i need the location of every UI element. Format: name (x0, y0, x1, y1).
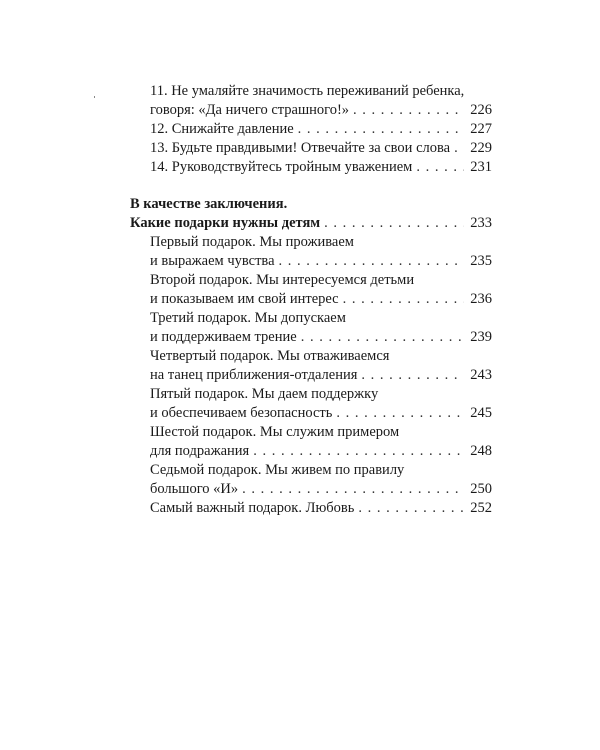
dot-leader (454, 139, 464, 158)
toc-gift-3 (130, 309, 492, 347)
toc-entry-title-last: и выражаем чувства (150, 253, 275, 269)
page-number: 245 (470, 405, 492, 421)
toc-gift-love (130, 499, 492, 518)
toc-entry-title-last: и обеспечиваем безопасность (150, 405, 333, 421)
page-number: 248 (470, 443, 492, 459)
page-number: 226 (470, 102, 492, 118)
toc-entry-title-last: Самый важный подарок. Любовь (150, 500, 355, 516)
toc-entry-title-line: Третий подарок. Мы допускаем (150, 310, 346, 326)
toc-entry-title-last: 12. Снижайте давление (150, 121, 294, 137)
toc-entry-title-line: Четвертый подарок. Мы отваживаемся (150, 348, 390, 364)
dot-leader (353, 101, 464, 120)
dot-leader (301, 328, 464, 347)
toc-entry-title-line: 11. Не умаляйте значимость переживаний ребенка, (150, 83, 465, 99)
dot-leader (336, 404, 464, 423)
dot-leader (343, 290, 464, 309)
page-number: 233 (470, 215, 492, 231)
toc-gift-6 (130, 423, 492, 461)
dot-leader (324, 214, 464, 233)
page-number: 236 (470, 291, 492, 307)
page-number: 235 (470, 253, 492, 269)
page-number: 252 (470, 500, 492, 516)
dot-leader (416, 158, 464, 177)
toc-entry-title-last: 13. Будьте правдивыми! Отвечайте за свои слова (150, 140, 451, 156)
page-number: 227 (470, 121, 492, 137)
toc-entry-title-last: говоря: «Да ничего страшного!» (150, 102, 350, 118)
gifts-heading (130, 214, 492, 233)
toc-entry-title-line: Седьмой подарок. Мы живем по правилу (150, 462, 405, 478)
page-number: 229 (470, 140, 492, 156)
toc-entry-title-last: большого «И» (150, 481, 239, 497)
toc-entry-11 (130, 82, 492, 120)
page-number: 239 (470, 329, 492, 345)
toc-entry-title-line: Первый подарок. Мы проживаем (150, 234, 354, 250)
section-gap (130, 177, 492, 195)
toc-entry-title-last: и поддерживаем трение (150, 329, 297, 345)
toc-entry-14 (130, 158, 492, 177)
toc-gift-5 (130, 385, 492, 423)
dot-leader (253, 442, 464, 461)
page-number: 250 (470, 481, 492, 497)
toc-entry-12 (130, 120, 492, 139)
table-of-contents (130, 82, 492, 518)
toc-entry-title-last: 14. Руководствуйтесь тройным уважением (150, 159, 413, 175)
page-number: 231 (470, 159, 492, 175)
toc-entry-title-last: на танец приближения-отдаления (150, 367, 358, 383)
toc-entry-title-last: для подражания (150, 443, 250, 459)
dot-leader (242, 480, 464, 499)
dot-leader (279, 252, 464, 271)
scan-speck (94, 96, 95, 98)
toc-entry-title-line: Пятый подарок. Мы даем поддержку (150, 386, 379, 402)
dot-leader (358, 499, 464, 518)
toc-entry-title-line: Второй подарок. Мы интересуемся детьми (150, 272, 415, 288)
dot-leader (361, 366, 464, 385)
toc-entry-13 (130, 139, 492, 158)
toc-gift-2 (130, 271, 492, 309)
conclusion-heading: В качестве заключения. (130, 196, 288, 212)
dot-leader (298, 120, 464, 139)
page-number: 243 (470, 367, 492, 383)
toc-entry-title-last: и показываем им свой интерес (150, 291, 339, 307)
gifts-heading-title: Какие подарки нужны детям (130, 215, 321, 231)
toc-gift-7 (130, 461, 492, 499)
toc-gift-4 (130, 347, 492, 385)
toc-entry-title-line: Шестой подарок. Мы служим примером (150, 424, 400, 440)
toc-gift-1 (130, 233, 492, 271)
